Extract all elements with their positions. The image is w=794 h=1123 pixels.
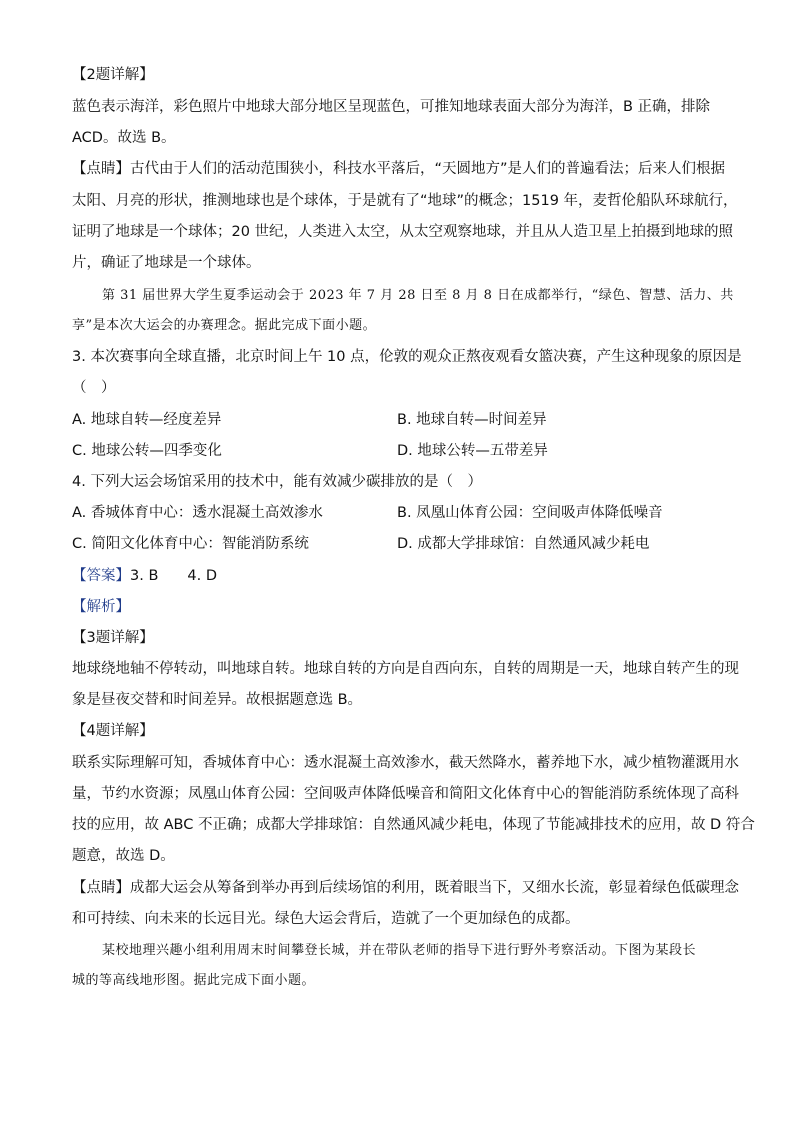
q4-question: 4. 下列大运会场馆采用的技术中，能有效减少碳排放的是（ ） (72, 474, 482, 490)
analysis-heading: 【解析】 (72, 599, 130, 615)
q4-option-d: D. 成都大学排球馆：自然通风减少耗电 (397, 536, 650, 552)
q4-detail-line: 技的应用，故 ABC 不正确；成都大学排球馆：自然通风减少耗电，体现了节能减排技术的应用，故 D 符合 (72, 817, 755, 833)
q2-comment-heading: 【点睛】 (72, 161, 130, 177)
q4-comment-line: 和可持续、向未来的长远目光。绿色大运会背后，造就了一个更加绿色的成都。 (72, 911, 580, 927)
q3-option-d: D. 地球公转—五带差异 (397, 443, 548, 459)
q3-option-b: B. 地球自转—时间差异 (397, 412, 547, 428)
q2-detail-heading: 【2题详解】 (72, 67, 154, 83)
q3-option-a: A. 地球自转—经度差异 (72, 412, 222, 428)
q4-option-b: B. 凤凰山体育公园：空间吸声体降低噪音 (397, 505, 663, 521)
q2-comment-line-1 (72, 158, 726, 180)
q2-detail-line: 蓝色表示海洋，彩色照片中地球大部分地区呈现蓝色，可推知地球表面大部分为海洋，B 正确，排除 (72, 99, 711, 115)
q4-comment-text: 成都大运会从筹备到举办再到后续场馆的利用，既着眼当下，又细水长流，彰显着绿色低碳理念 (130, 880, 739, 896)
stem2-line: 城的等高线地形图。据此完成下面小题。 (72, 973, 316, 988)
answer-line (72, 565, 722, 587)
q4-detail-line: 量，节约水资源；凤凰山体育公园：空间吸声体降低噪音和简阳文化体育中心的智能消防系统体现了高科 (72, 786, 739, 802)
q3-question: 3. 本次赛事向全球直播，北京时间上午 10 点，伦敦的观众正熬夜观看女篮决赛，产生这种现象的原因是 (72, 349, 742, 365)
q2-comment-line: 证明了地球是一个球体；20 世纪，人类进入太空，从太空观察地球，并且从人造卫星上拍摄到地球的照 (72, 224, 734, 240)
stem2-line: 某校地理兴趣小组利用周末时间攀登长城，并在带队老师的指导下进行野外考察活动。下图为某段长 (102, 943, 697, 958)
q3-detail-line: 地球绕地轴不停转动，叫地球自转。地球自转的方向是自西向东，自转的周期是一天，地球自转产生的现 (72, 661, 739, 677)
q4-comment-heading: 【点睛】 (72, 880, 130, 896)
answer-heading: 【答案】 (72, 568, 130, 584)
q3-detail-heading: 【3题详解】 (72, 630, 154, 646)
q4-detail-heading: 【4题详解】 (72, 723, 154, 739)
q2-detail-line: ACD。故选 B。 (72, 130, 176, 146)
q3-question-bracket: （ ） (72, 380, 116, 396)
q4-comment-line-1 (72, 877, 739, 899)
stem1-line: 第 31 届世界大学生夏季运动会于 2023 年 7 月 28 日至 8 月 8 日在成都举行，“绿色、智慧、活力、共 (102, 288, 734, 303)
q2-comment-line: 片，确证了地球是一个球体。 (72, 255, 261, 271)
q2-comment-line: 太阳、月亮的形状，推测地球也是个球体，于是就有了“地球”的概念；1519 年，麦哲伦船队环球航行， (72, 193, 738, 209)
q3-detail-line: 象是昼夜交替和时间差异。故根据题意选 B。 (72, 692, 363, 708)
q4-option-a: A. 香城体育中心：透水混凝土高效渗水 (72, 505, 323, 521)
q3-option-c: C. 地球公转—四季变化 (72, 443, 222, 459)
stem1-line: 享”是本次大运会的办赛理念。据此完成下面小题。 (72, 318, 377, 333)
q2-comment-text: 古代由于人们的活动范围狭小，科技水平落后，“天圆地方”是人们的普遍看法；后来人们根据 (130, 161, 726, 177)
q4-detail-line: 题意，故选 D。 (72, 848, 175, 864)
q4-option-c: C. 简阳文化体育中心：智能消防系统 (72, 536, 309, 552)
answer-text: 3. B 4. D (130, 568, 217, 584)
q4-detail-line: 联系实际理解可知，香城体育中心：透水混凝土高效渗水，截天然降水，蓄养地下水，减少植物灌溉用水 (72, 755, 739, 771)
